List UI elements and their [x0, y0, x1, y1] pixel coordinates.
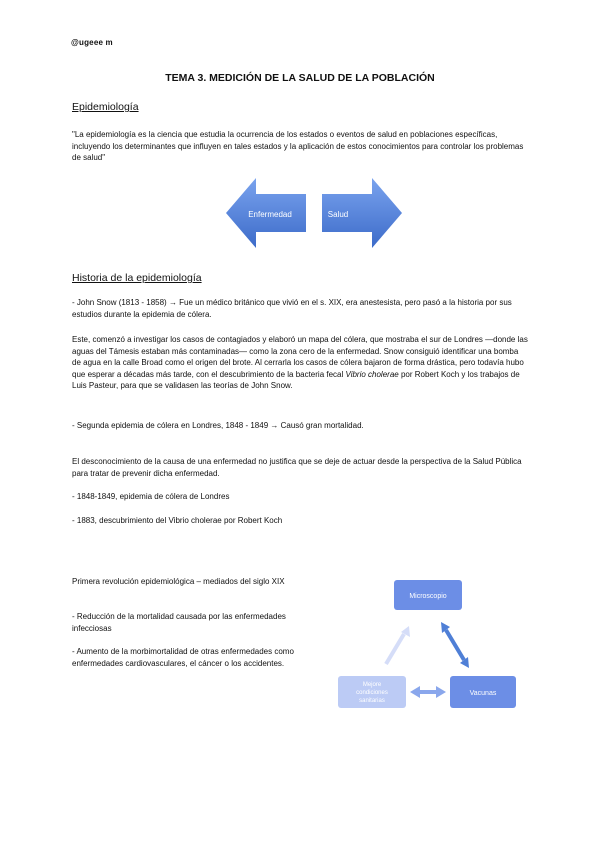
arrow-label-salud: Salud — [327, 210, 349, 219]
section-heading-epidemiologia: Epidemiología — [72, 101, 139, 113]
box-condiciones-line2: condiciones — [356, 690, 388, 696]
second-epidemic-paragraph: - Segunda epidemia de cólera en Londres, 1848 - 1849 → Causó gran mortalidad. — [72, 421, 364, 430]
revolution-heading: Primera revolución epidemiológica – mediados del siglo XIX — [72, 577, 285, 586]
snow-text-a: Este, comenzó a investigar los casos de contagiados y elaboró un mapa del cólera, que mostraba el sur de Londres —donde las aguas del Támesis estaban más contaminadas— como la zona cero de la enfermedad. Snow consiguió identificar una bomba de agua en la calle Broad como el origen del brote. Al cerrarla los casos de cólera bajaron de forma drástica, pero todavía hubo que esperar a décadas más tarde, con el descubrimiento de la bacteria fecal — [72, 335, 528, 379]
cycle-arrow-right — [441, 622, 469, 668]
page-title: TEMA 3. MEDICIÓN DE LA SALUD DE LA POBLACIÓN — [165, 72, 435, 84]
arrow-label-enfermedad: Enfermedad — [248, 210, 292, 219]
section-heading-historia: Historia de la epidemiología — [72, 272, 202, 284]
snow-text-b: por Robert Koch y los trabajos de Luis Pasteur, para que se validasen las teorías de John Snow. — [72, 369, 520, 390]
john-snow-paragraph: - John Snow (1813 - 1858) → Fue un médico británico que vivió en el s. XIX, era anestesista, pero pasó a la historia por sus estudios durante la epidemia de cólera. — [72, 298, 512, 319]
box-microscopio-label: Microscopio — [409, 593, 447, 600]
revolution-bullet-1: - Reducción de la mortalidad causada por las enfermedades infecciosas — [72, 612, 286, 633]
revolution-bullet-2: - Aumento de la morbimortalidad de otras enfermedades como enfermedades cardiovasculares, el cáncer o los accidentes. — [72, 647, 294, 668]
box-vacunas-label: Vacunas — [469, 690, 497, 697]
timeline-item-1848: - 1848-1849, epidemia de cólera de Londres — [72, 492, 230, 501]
definition-paragraph: "La epidemiología es la ciencia que estudia la ocurrencia de los estados o eventos de salud en poblaciones específicas, incluyendo los determinantes que influyen en tales estados y la aplicación de estos conocimientos para controlar los problemas de salud" — [72, 130, 524, 162]
timeline-item-1883: - 1883, descubrimiento del Vibrio cholerae por Robert Koch — [72, 516, 283, 525]
box-condiciones-line3: sanitarias — [359, 698, 385, 704]
cycle-arrow-left — [386, 626, 410, 664]
snow-investigation-paragraph — [72, 334, 528, 392]
revolution-cycle-diagram — [334, 570, 526, 718]
enfermedad-salud-arrows — [226, 178, 402, 248]
brand-watermark: @ugeee m — [71, 38, 113, 47]
prevention-paragraph: El desconocimiento de la causa de una enfermedad no justifica que se deje de actuar desde la perspectiva de la Salud Pública para tratar de prevenir dicha enfermedad. — [72, 457, 522, 478]
cycle-arrow-bottom — [410, 686, 446, 698]
vibrio-italic: Vibrio cholerae — [345, 369, 399, 379]
box-condiciones-line1: Mejore — [362, 682, 382, 688]
